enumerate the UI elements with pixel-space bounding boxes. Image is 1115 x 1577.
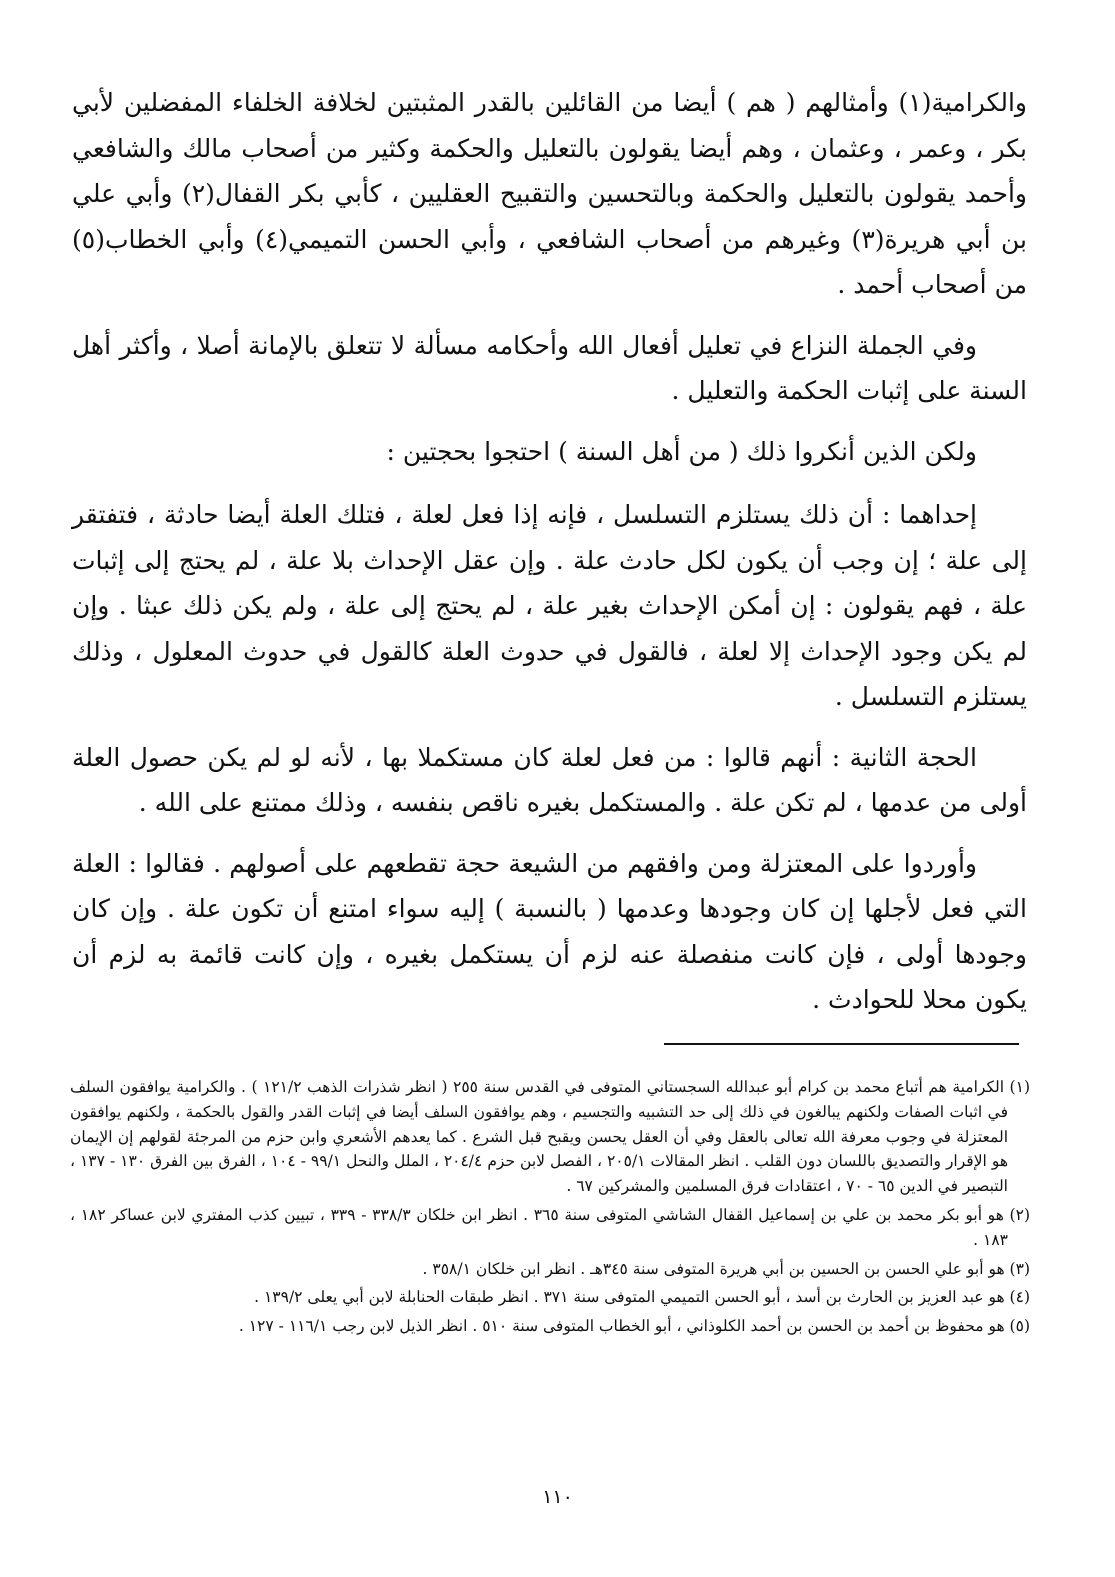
footnotes (70, 1075, 1030, 1343)
footnote-1: (١) الكرامية هم أتباع محمد بن كرام أبو عبدالله السجستاني المتوفى في القدس سنة ٢٥٥ ( انظر شذرات الذهب ١٢١/٢ ) . والكرامية يوافقون السلف في اثبات الصفات ولكنهم يبالغون في ذلك إلى حد التشبيه والتجسيم ، وهم يوافقون السلف أيضا في إثبات القدر والقول بالحكمة ، ولكنهم يوافقون المعتزلة في وجوب معرفة الله تعالى بالعقل وفي أن العقل يحسن ويقبح قبل الشرع . كما يعدهم الأشعري وابن حزم من المرجئة لقولهم إن الإيمان هو الإقرار والتصديق باللسان دون القلب . انظر المقالات ٢٠٥/١ ، الفصل لابن حزم ٢٠٤/٤ ، الملل والنحل ٩٩/١ - ١٠٤ ، الفرق بين الفرق ١٣٠ - ١٣٧ ، التبصير في الدين ٦٥ - ٧٠ ، اعتقادات فرق المسلمين والمشركين ٦٧ . (70, 1078, 1030, 1196)
paragraph-summary: وفي الجملة النزاع في تعليل أفعال الله وأحكامه مسألة لا تتعلق بالإمانة أصلا ، وأكثر أهل السنة على إثبات الحكمة والتعليل . (72, 330, 1027, 405)
main-text (72, 80, 1027, 1038)
footnote-2: (٢) هو أبو بكر محمد بن علي بن إسماعيل القفال الشاشي المتوفى سنة ٣٦٥ . انظر ابن خلكان ٣٣٨/٣ - ٣٣٩ ، تبيين كذب المفتري لابن عساكر ١٨٢ ، ١٨٣ . (70, 1205, 1030, 1249)
footnote-5: (٥) هو محفوظ بن أحمد بن الحسن بن أحمد الكلوذاني ، أبو الخطاب المتوفى سنة ٥١٠ . انظر الذيل لابن رجب ١١٦/١ - ١٢٧ . (238, 1317, 1030, 1336)
footnote-3: (٣) هو أبو علي الحسن بن الحسين بن أبي هريرة المتوفى سنة ٣٤٥هـ . انظر ابن خلكان ٣٥٨/١ . (422, 1259, 1030, 1278)
paragraph-karramiyya: والكرامية(١) وأمثالهم ( هم ) أيضا من القائلين بالقدر المثبتين لخلافة الخلفاء المفضلين لأبي بكر ، وعمر ، وعثمان ، وهم أيضا يقولون بالتعليل والحكمة وكثير من أصحاب مالك والشافعي وأحمد يقولون بالتعليل والحكمة وبالتحسين والتقبيح العقليين ، كأبي بكر القفال(٢) وأبي علي بن أبي هريرة(٣) وغيرهم من أصحاب الشافعي ، وأبي الحسن التميمي(٤) وأبي الخطاب(٥) من أصحاب أحمد . (72, 88, 1027, 299)
page-number: ١١٠ (542, 1486, 573, 1508)
paragraph-first-argument: إحداهما : أن ذلك يستلزم التسلسل ، فإنه إذا فعل لعلة ، فتلك العلة أيضا حادثة ، فتفتقر إلى علة ؛ إن وجب أن يكون لكل حادث علة . وإن عقل الإحداث بلا علة ، لم يحتج إلى إثبات علة ، فهم يقولون : إن أمكن الإحداث بغير علة ، لم يحتج إلى علة ، ولم يكن ذلك عبثا . وإن لم يكن وجود الإحداث إلا لعلة ، فالقول في حدوث العلة كالقول في حدوث المعلول ، وذلك يستلزم التسلسل . (72, 500, 1027, 711)
footnote-divider (664, 1043, 1019, 1045)
footnote-4: (٤) هو عبد العزيز بن الحارث بن أسد ، أبو الحسن التميمي المتوفى سنة ٣٧١ . انظر طبقات الحنابلة لابن أبي يعلى ١٣٩/٢ . (254, 1288, 1030, 1307)
paragraph-deniers: ولكن الذين أنكروا ذلك ( من أهل السنة ) احتجوا بحجتين : (386, 436, 977, 466)
paragraph-second-argument: الحجة الثانية : أنهم قالوا : من فعل لعلة كان مستكملا بها ، لأنه لو لم يكن حصول العلة أولى من عدمها ، لم تكن علة . والمستكمل بغيره ناقص بنفسه ، وذلك ممتنع على الله . (72, 742, 1027, 817)
paragraph-objection: وأوردوا على المعتزلة ومن وافقهم من الشيعة حجة تقطعهم على أصولهم . فقالوا : العلة التي فعل لأجلها إن كان وجودها وعدمها ( بالنسبة ) إليه سواء امتنع أن تكون علة . وإن كان وجودها أولى ، فإن كانت منفصلة عنه لزم أن يستكمل بغيره ، وإن كانت قائمة به لزم أن يكون محلا للحوادث . (72, 848, 1028, 1014)
